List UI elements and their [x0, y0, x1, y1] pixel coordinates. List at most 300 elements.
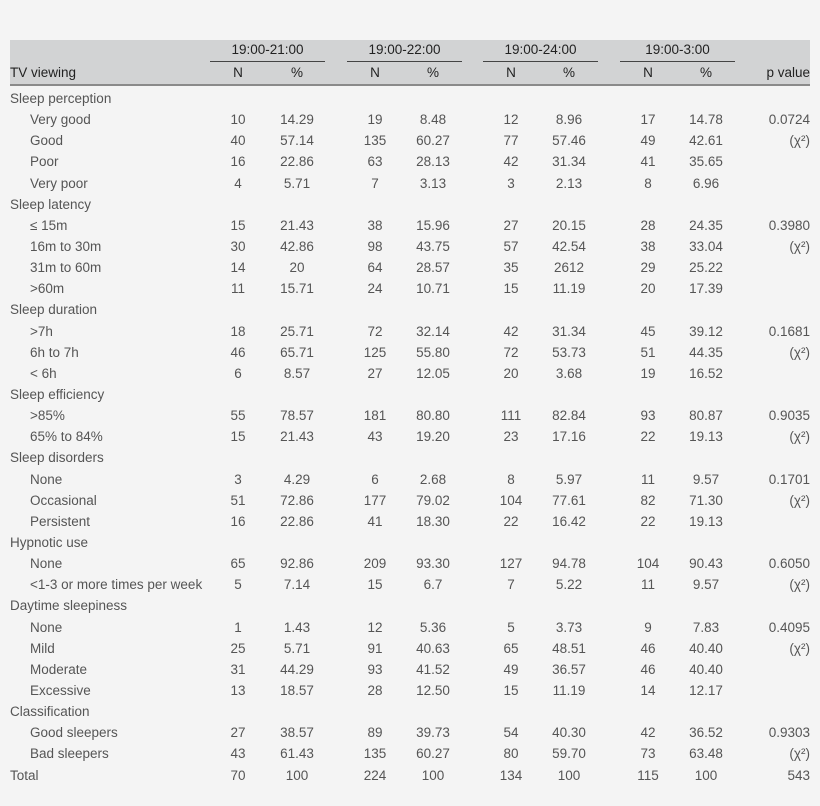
cell-n: 46	[640, 661, 656, 677]
cell-n: 9	[644, 619, 652, 635]
cell-pct: 3.68	[555, 365, 583, 381]
cell-n: 72	[503, 344, 519, 360]
cell-pct: 3.73	[555, 619, 583, 635]
table-row	[10, 722, 810, 743]
header-pct: %	[426, 65, 439, 80]
cell-p-value: (χ²)	[789, 429, 810, 445]
row-label: 6h to 7h	[30, 344, 79, 360]
cell-pct: 8.48	[419, 112, 447, 128]
header-pct: %	[699, 65, 712, 80]
group-underline	[620, 61, 735, 62]
header-n: N	[370, 65, 380, 80]
cell-n: 135	[363, 746, 387, 762]
cell-n: 115	[637, 767, 659, 783]
cell-pct: 28.57	[416, 260, 450, 276]
cell-n: 49	[503, 661, 519, 677]
row-label: >60m	[30, 281, 65, 297]
cell-p-value: 0.4095	[768, 619, 810, 635]
section-header-row	[10, 384, 810, 405]
cell-pct: 78.57	[280, 408, 314, 424]
row-label: Very good	[30, 112, 91, 128]
header-pct: %	[290, 65, 303, 80]
cell-pct: 100	[694, 767, 718, 783]
cell-pct: 40.40	[689, 640, 723, 656]
cell-n: 55	[230, 408, 246, 424]
section-header-row	[10, 88, 810, 109]
cell-pct: 6.7	[423, 577, 443, 593]
cell-pct: 2612	[553, 260, 585, 276]
table-row	[10, 173, 810, 194]
cell-pct: 100	[421, 767, 445, 783]
cell-n: 28	[640, 217, 656, 233]
header-n: N	[506, 65, 516, 80]
row-label: Poor	[30, 154, 59, 170]
cell-pct: 94.78	[552, 556, 586, 572]
section-header-row	[10, 532, 810, 553]
cell-n: 19	[640, 365, 656, 381]
cell-pct: 17.16	[552, 429, 586, 445]
cell-n: 6	[234, 365, 242, 381]
cell-n: 40	[230, 133, 246, 149]
cell-pct: 60.27	[416, 133, 450, 149]
cell-pct: 1.43	[283, 619, 311, 635]
header-n: N	[233, 65, 243, 80]
group-header-19-3: 19:00-3:00	[645, 42, 710, 57]
cell-n: 10	[230, 112, 246, 128]
cell-n: 3	[234, 471, 242, 487]
cell-n: 7	[371, 175, 379, 191]
cell-pct: 16.52	[689, 365, 723, 381]
cell-n: 93	[640, 408, 656, 424]
cell-pct: 25.22	[689, 260, 723, 276]
row-label: 31m to 60m	[30, 260, 102, 276]
cell-n: 43	[230, 746, 246, 762]
cell-pct: 90.43	[689, 556, 723, 572]
cell-pct: 9.57	[692, 577, 720, 593]
cell-n: 12	[503, 112, 519, 128]
cell-pct: 6.96	[692, 175, 720, 191]
row-label: <1-3 or more times per week	[30, 577, 203, 593]
section-label: Sleep duration	[10, 302, 98, 318]
cell-pct: 5.71	[283, 175, 311, 191]
row-label: Total	[10, 767, 39, 783]
cell-n: 42	[503, 323, 519, 339]
cell-p-value: (χ²)	[789, 640, 810, 656]
sleep-tv-viewing-table	[10, 40, 810, 786]
cell-n: 93	[367, 661, 383, 677]
cell-n: 17	[640, 112, 656, 128]
table-row	[10, 215, 810, 236]
total-row	[10, 765, 810, 786]
cell-pct: 16.42	[552, 513, 586, 529]
cell-n: 15	[503, 281, 519, 297]
cell-pct: 40.40	[689, 661, 723, 677]
cell-n: 16	[230, 513, 246, 529]
cell-pct: 7.14	[283, 577, 311, 593]
cell-pct: 82.84	[552, 408, 586, 424]
row-label: Occasional	[30, 492, 97, 508]
cell-pct: 48.51	[552, 640, 586, 656]
cell-pct: 19.13	[689, 429, 723, 445]
cell-n: 104	[499, 492, 523, 508]
cell-n: 8	[644, 175, 652, 191]
cell-n: 5	[507, 619, 515, 635]
cell-n: 31	[230, 661, 246, 677]
cell-n: 41	[367, 513, 383, 529]
cell-n: 45	[640, 323, 656, 339]
cell-pct: 15.71	[280, 281, 314, 297]
cell-n: 13	[230, 682, 246, 698]
cell-pct: 14.78	[689, 112, 723, 128]
cell-pct: 20	[289, 260, 305, 276]
cell-n: 51	[640, 344, 656, 360]
cell-n: 27	[230, 725, 246, 741]
cell-n: 27	[503, 217, 519, 233]
cell-p-value: (χ²)	[789, 344, 810, 360]
cell-n: 38	[640, 238, 656, 254]
cell-pct: 19.13	[689, 513, 723, 529]
cell-pct: 80.87	[689, 408, 723, 424]
row-label: Very poor	[30, 175, 88, 191]
table-row	[10, 490, 810, 511]
cell-n: 11	[640, 577, 655, 593]
section-header-row	[10, 701, 810, 722]
cell-n: 54	[503, 725, 519, 741]
section-label: Sleep latency	[10, 196, 92, 212]
cell-pct: 28.13	[416, 154, 450, 170]
cell-pct: 7.83	[692, 619, 720, 635]
cell-n: 14	[230, 260, 246, 276]
cell-n: 12	[367, 619, 383, 635]
cell-n: 57	[503, 238, 519, 254]
cell-n: 177	[363, 492, 387, 508]
cell-n: 22	[640, 429, 656, 445]
section-header-row	[10, 299, 810, 320]
cell-n: 15	[503, 682, 519, 698]
section-header-row	[10, 447, 810, 468]
cell-n: 104	[636, 556, 660, 572]
cell-pct: 57.14	[280, 133, 314, 149]
cell-pct: 31.34	[552, 154, 586, 170]
cell-pct: 63.48	[689, 746, 723, 762]
cell-pct: 8.96	[555, 112, 583, 128]
section-label: Classification	[10, 704, 90, 720]
cell-p-value: (χ²)	[789, 238, 810, 254]
row-label: Moderate	[30, 661, 88, 677]
cell-n: 73	[640, 746, 656, 762]
cell-pct: 100	[285, 767, 309, 783]
cell-pct: 40.30	[552, 725, 586, 741]
cell-n: 19	[367, 112, 383, 128]
cell-n: 51	[230, 492, 246, 508]
cell-p-value: (χ²)	[789, 746, 810, 762]
table-row	[10, 659, 810, 680]
cell-n: 42	[640, 725, 656, 741]
cell-n: 127	[499, 556, 523, 572]
cell-n: 134	[499, 767, 523, 783]
cell-p-value: (χ²)	[789, 133, 810, 149]
section-label: Daytime sleepiness	[10, 598, 128, 614]
table-row	[10, 109, 810, 130]
section-label: Hypnotic use	[10, 534, 89, 550]
cell-pct: 2.13	[555, 175, 583, 191]
row-label: ≤ 15m	[30, 217, 68, 233]
cell-n: 46	[230, 344, 246, 360]
cell-pct: 80.80	[416, 408, 450, 424]
section-header-row	[10, 595, 810, 616]
cell-n: 98	[367, 238, 383, 254]
cell-pct: 36.57	[552, 661, 586, 677]
cell-pct: 42.61	[689, 133, 723, 149]
table-row	[10, 321, 810, 342]
row-label: Mild	[30, 640, 55, 656]
table-row	[10, 617, 810, 638]
table-row	[10, 511, 810, 532]
cell-pct: 5.71	[283, 640, 311, 656]
cell-n: 11	[640, 471, 655, 487]
cell-n: 35	[503, 260, 519, 276]
cell-n: 91	[367, 640, 383, 656]
cell-pct: 12.50	[416, 682, 450, 698]
cell-n: 22	[640, 513, 656, 529]
cell-pct: 79.02	[416, 492, 450, 508]
table-row	[10, 236, 810, 257]
cell-p-value: (χ²)	[789, 492, 810, 508]
cell-pct: 22.86	[280, 154, 314, 170]
table-row	[10, 257, 810, 278]
cell-pct: 55.80	[416, 344, 450, 360]
cell-n: 15	[230, 217, 246, 233]
cell-n: 181	[363, 408, 387, 424]
cell-pct: 61.43	[280, 746, 314, 762]
cell-n: 30	[230, 238, 246, 254]
cell-pct: 19.20	[416, 429, 450, 445]
cell-n: 49	[640, 133, 656, 149]
cell-pct: 20.15	[552, 217, 586, 233]
cell-p-value: 0.0724	[768, 112, 810, 128]
row-label: None	[30, 471, 63, 487]
table-row	[10, 638, 810, 659]
row-label: Good	[30, 133, 64, 149]
cell-n: 4	[234, 175, 242, 191]
cell-n: 22	[503, 513, 519, 529]
cell-n: 24	[367, 281, 383, 297]
cell-pct: 15.96	[416, 217, 450, 233]
cell-pct: 59.70	[552, 746, 586, 762]
cell-p-value: 0.1701	[768, 471, 810, 487]
cell-n: 28	[367, 682, 383, 698]
cell-n: 77	[503, 133, 519, 149]
row-label: Excessive	[30, 682, 91, 698]
section-label: Sleep efficiency	[10, 386, 105, 402]
row-label: 16m to 30m	[30, 238, 102, 254]
cell-n: 72	[367, 323, 383, 339]
cell-n: 15	[367, 577, 383, 593]
header-tv-viewing: TV viewing	[10, 65, 77, 80]
cell-n: 3	[507, 175, 515, 191]
cell-pct: 11.19	[552, 281, 586, 297]
cell-n: 65	[503, 640, 519, 656]
cell-pct: 4.29	[283, 471, 311, 487]
cell-pct: 21.43	[280, 429, 314, 445]
header-p-value: p value	[766, 65, 810, 80]
cell-n: 11	[230, 281, 245, 297]
cell-pct: 39.12	[689, 323, 723, 339]
cell-n: 20	[503, 365, 519, 381]
table-row	[10, 426, 810, 447]
cell-pct: 11.19	[552, 682, 586, 698]
cell-p-value: 543	[787, 767, 810, 783]
table-row	[10, 553, 810, 574]
cell-pct: 8.57	[283, 365, 311, 381]
cell-n: 125	[363, 344, 387, 360]
cell-pct: 24.35	[689, 217, 723, 233]
cell-n: 8	[507, 471, 515, 487]
cell-pct: 44.35	[689, 344, 723, 360]
cell-n: 135	[363, 133, 387, 149]
cell-pct: 44.29	[280, 661, 314, 677]
cell-n: 89	[367, 725, 383, 741]
cell-n: 64	[367, 260, 383, 276]
cell-pct: 14.29	[280, 112, 314, 128]
cell-pct: 35.65	[689, 154, 723, 170]
table-row	[10, 469, 810, 490]
cell-n: 18	[230, 323, 246, 339]
cell-n: 6	[371, 471, 379, 487]
cell-p-value: 0.6050	[768, 556, 810, 572]
table-row	[10, 278, 810, 299]
cell-n: 25	[230, 640, 246, 656]
cell-pct: 3.13	[419, 175, 447, 191]
row-label: < 6h	[30, 365, 57, 381]
cell-pct: 39.73	[416, 725, 450, 741]
table-row	[10, 405, 810, 426]
row-label: Bad sleepers	[30, 746, 109, 762]
table-body	[10, 86, 810, 786]
cell-pct: 2.68	[419, 471, 447, 487]
cell-pct: 40.63	[416, 640, 450, 656]
cell-n: 27	[367, 365, 383, 381]
cell-pct: 21.43	[280, 217, 314, 233]
table-row	[10, 680, 810, 701]
cell-pct: 10.71	[416, 281, 450, 297]
cell-pct: 25.71	[280, 323, 314, 339]
cell-pct: 42.86	[280, 238, 314, 254]
cell-pct: 42.54	[552, 238, 586, 254]
cell-p-value: 0.9035	[768, 408, 810, 424]
cell-pct: 5.97	[555, 471, 583, 487]
cell-n: 41	[640, 154, 656, 170]
cell-pct: 65.71	[280, 344, 314, 360]
cell-n: 20	[640, 281, 656, 297]
table-row	[10, 342, 810, 363]
cell-n: 82	[640, 492, 656, 508]
cell-n: 70	[230, 767, 246, 783]
row-label: 65% to 84%	[30, 429, 103, 445]
cell-pct: 43.75	[416, 238, 450, 254]
cell-n: 1	[234, 619, 242, 635]
table-row	[10, 363, 810, 384]
cell-pct: 17.39	[689, 281, 723, 297]
cell-pct: 18.57	[280, 682, 314, 698]
cell-n: 80	[503, 746, 519, 762]
cell-pct: 53.73	[552, 344, 586, 360]
cell-pct: 77.61	[552, 492, 586, 508]
row-label: None	[30, 619, 63, 635]
cell-pct: 36.52	[689, 725, 723, 741]
cell-pct: 5.36	[419, 619, 447, 635]
group-header-19-24: 19:00-24:00	[504, 42, 577, 57]
cell-pct: 71.30	[689, 492, 723, 508]
cell-n: 42	[503, 154, 519, 170]
section-header-row	[10, 194, 810, 215]
group-header-19-21: 19:00-21:00	[231, 42, 304, 57]
row-label: Good sleepers	[30, 725, 118, 741]
cell-n: 16	[230, 154, 246, 170]
header-pct: %	[562, 65, 575, 80]
cell-p-value: 0.3980	[768, 217, 810, 233]
row-label: >7h	[30, 323, 53, 339]
cell-pct: 92.86	[280, 556, 314, 572]
cell-p-value: 0.9303	[768, 725, 810, 741]
cell-pct: 22.86	[280, 513, 314, 529]
cell-pct: 12.05	[416, 365, 450, 381]
cell-pct: 57.46	[552, 133, 586, 149]
cell-p-value: 0.1681	[768, 323, 810, 339]
table-row	[10, 743, 810, 764]
table-header	[10, 40, 810, 86]
group-underline	[483, 61, 598, 62]
cell-pct: 72.86	[280, 492, 314, 508]
cell-pct: 31.34	[552, 323, 586, 339]
cell-n: 5	[234, 577, 242, 593]
cell-pct: 93.30	[416, 556, 450, 572]
row-label: >85%	[30, 408, 65, 424]
cell-n: 38	[367, 217, 383, 233]
table-row	[10, 130, 810, 151]
cell-n: 111	[500, 408, 522, 424]
cell-n: 224	[363, 767, 387, 783]
cell-pct: 9.57	[692, 471, 720, 487]
cell-pct: 5.22	[555, 577, 583, 593]
cell-n: 15	[230, 429, 246, 445]
row-label: Persistent	[30, 513, 91, 529]
group-underline	[347, 61, 462, 62]
cell-pct: 60.27	[416, 746, 450, 762]
cell-n: 46	[640, 640, 656, 656]
cell-pct: 100	[557, 767, 581, 783]
cell-n: 43	[367, 429, 383, 445]
cell-pct: 33.04	[689, 238, 723, 254]
cell-n: 23	[503, 429, 519, 445]
group-header-19-22: 19:00-22:00	[368, 42, 441, 57]
cell-pct: 38.57	[280, 725, 314, 741]
cell-pct: 32.14	[416, 323, 450, 339]
table-row	[10, 574, 810, 595]
cell-pct: 12.17	[689, 682, 723, 698]
cell-n: 65	[230, 556, 246, 572]
cell-pct: 18.30	[416, 513, 450, 529]
cell-n: 63	[367, 154, 383, 170]
cell-pct: 41.52	[416, 661, 450, 677]
section-label: Sleep perception	[10, 91, 112, 106]
header-n: N	[643, 65, 653, 80]
cell-n: 209	[363, 556, 387, 572]
cell-p-value: (χ²)	[789, 577, 810, 593]
table-row	[10, 151, 810, 172]
section-label: Sleep disorders	[10, 450, 104, 466]
group-underline	[210, 61, 325, 62]
